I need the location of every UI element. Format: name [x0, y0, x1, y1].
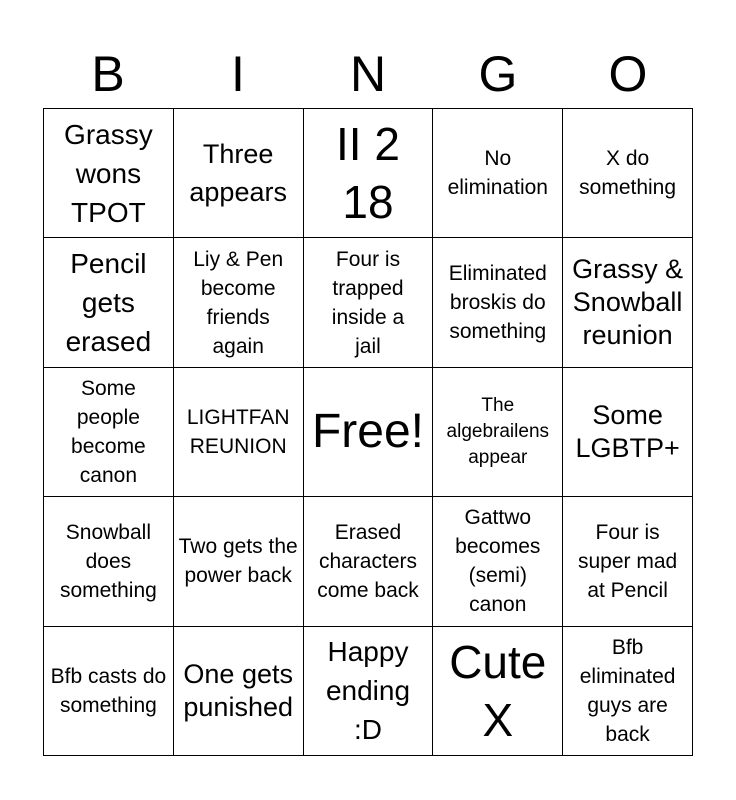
header-letter-g: G [478, 46, 518, 102]
cell-text: Some LGBTP+ [575, 399, 680, 463]
bingo-cell-r3c5[interactable] [563, 368, 693, 497]
cell-text: Pencil gets erased [65, 248, 152, 358]
bingo-cell-r3c1[interactable] [44, 368, 174, 497]
bingo-cell-r1c5[interactable] [563, 109, 693, 238]
bingo-cell-r1c4[interactable] [433, 109, 563, 238]
cell-text: Liy & Pen become friends again [193, 247, 284, 358]
bingo-cell-r4c4[interactable] [433, 497, 563, 626]
cell-text: Two gets the power back [178, 535, 298, 588]
cell-text: X do something [579, 147, 677, 200]
cell-text: Snowball does something [59, 520, 157, 602]
bingo-cell-r1c3[interactable] [304, 109, 434, 238]
cell-text: No elimination [447, 147, 548, 200]
bingo-cell-r2c2[interactable] [174, 238, 304, 367]
bingo-cell-r1c1[interactable] [44, 109, 174, 238]
cell-text: Some people become canon [71, 376, 146, 487]
bingo-cell-r2c1[interactable] [44, 238, 174, 367]
cell-text: The algebrailens appear [446, 394, 550, 468]
bingo-cell-r3c3[interactable] [304, 368, 434, 497]
cell-text: Three appears [189, 139, 287, 208]
bingo-cell-r4c1[interactable] [44, 497, 174, 626]
bingo-cell-r1c2[interactable] [174, 109, 304, 238]
cell-text: II 2 18 [336, 118, 400, 229]
cell-text: LIGHTFAN REUNION [186, 405, 290, 458]
bingo-cell-r2c5[interactable] [563, 238, 693, 367]
cell-text: One gets punished [183, 658, 293, 722]
header-letter-n: N [349, 46, 387, 102]
cell-text: Bfb casts do something [50, 664, 167, 717]
bingo-cell-r5c2[interactable] [174, 627, 304, 756]
cell-text: Happy ending :D [325, 636, 411, 746]
cell-text: Four is super mad at Pencil [577, 520, 678, 602]
header-letter-o: O [608, 46, 648, 102]
cell-text: Eliminated broskis do something [448, 262, 547, 344]
cell-text: Grassy wons TPOT [64, 118, 153, 228]
bingo-cell-r4c3[interactable] [304, 497, 434, 626]
cell-text: Bfb eliminated guys are back [579, 635, 676, 746]
bingo-cell-r5c5[interactable] [563, 627, 693, 756]
bingo-cell-r5c1[interactable] [44, 627, 174, 756]
bingo-cell-r3c2[interactable] [174, 368, 304, 497]
header-letter-b: B [91, 46, 125, 102]
bingo-cell-r4c2[interactable] [174, 497, 304, 626]
bingo-cell-r3c4[interactable] [433, 368, 563, 497]
cell-text: Gattwo becomes (semi) canon [455, 506, 541, 617]
bingo-cell-r5c3[interactable] [304, 627, 434, 756]
cell-text: Free! [311, 404, 424, 458]
bingo-cell-r2c3[interactable] [304, 238, 434, 367]
bingo-header [43, 40, 693, 108]
cell-text: Cute X [449, 635, 547, 746]
bingo-cell-r4c5[interactable] [563, 497, 693, 626]
bingo-cell-r5c4[interactable] [433, 627, 563, 756]
cell-text: Four is trapped inside a jail [331, 247, 405, 358]
cell-text: Erased characters come back [317, 520, 419, 602]
cell-text: Grassy & Snowball reunion [572, 254, 684, 351]
bingo-board [43, 108, 693, 756]
bingo-cell-r2c4[interactable] [433, 238, 563, 367]
header-letter-i: I [231, 46, 245, 102]
